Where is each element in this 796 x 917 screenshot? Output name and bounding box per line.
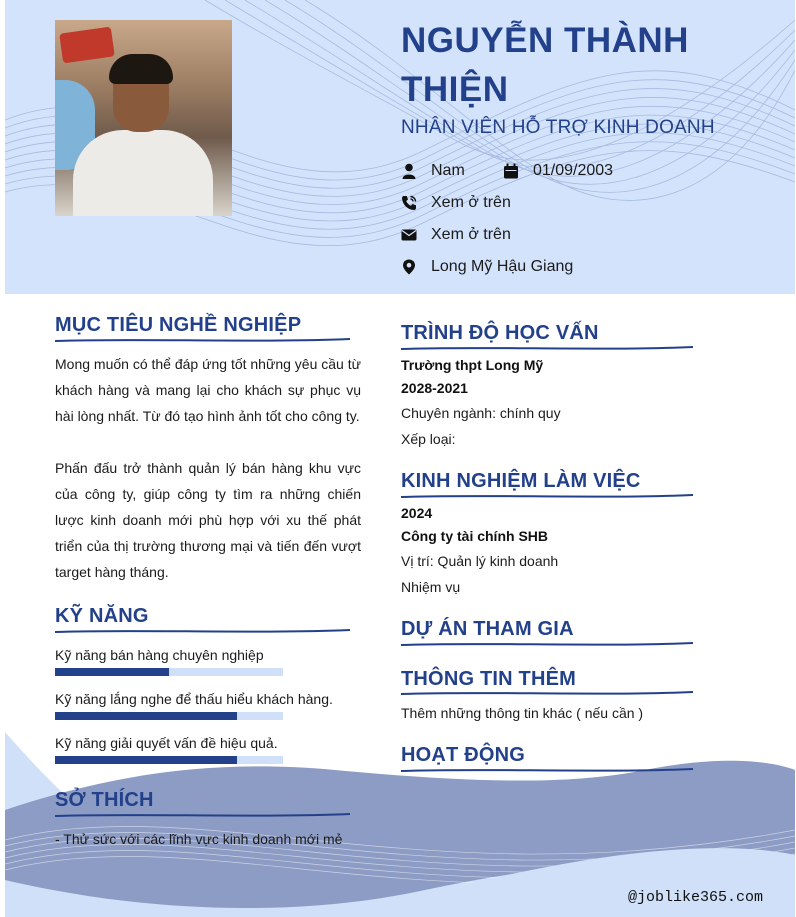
- job-position: NHÂN VIÊN HỖ TRỢ KINH DOANH: [401, 117, 715, 138]
- full-name-line2: THIỆN: [401, 70, 509, 109]
- objective-underline: [55, 337, 350, 343]
- experience-underline: [401, 493, 693, 499]
- hobbies-underline: [55, 812, 350, 818]
- address-value: Long Mỹ Hậu Giang: [431, 258, 574, 275]
- skill-label-2: Kỹ năng lắng nghe để thấu hiểu khách hàng.: [55, 691, 333, 707]
- phone-icon: [401, 195, 417, 211]
- education-major: Chuyên ngành: chính quy: [401, 405, 561, 421]
- experience-year: 2024: [401, 505, 433, 521]
- more-info-text: Thêm những thông tin khác ( nếu cần ): [401, 705, 644, 721]
- cv-page: [5, 0, 795, 917]
- gender-value: Nam: [431, 162, 465, 179]
- objective-paragraph-1: Mong muốn có thể đáp ứng tốt những yêu cầu từ khách hàng và mang lại cho khách sự phục vụ hài lòng nhất. Từ đó tạo hình ảnh tốt cho công ty.: [55, 356, 361, 424]
- dob-row: [503, 162, 613, 180]
- skill-bar-fill-1: [55, 668, 169, 676]
- education-school: Trường thpt Long Mỹ: [401, 357, 544, 373]
- hobbies-text: - Thử sức với các lĩnh vực kinh doanh mới mẻ: [55, 831, 343, 847]
- full-name-line1: NGUYỄN THÀNH: [401, 21, 689, 60]
- phone-value: Xem ở trên: [431, 194, 511, 211]
- envelope-icon: [401, 227, 417, 243]
- experience-duties: Nhiệm vụ: [401, 579, 461, 595]
- objective-title: MỤC TIÊU NGHỀ NGHIỆP: [55, 314, 302, 336]
- user-icon: [401, 163, 417, 179]
- education-rank: Xếp loại:: [401, 431, 456, 447]
- skills-title: KỸ NĂNG: [55, 605, 149, 627]
- dob-value: 01/09/2003: [533, 162, 614, 179]
- projects-underline: [401, 641, 693, 647]
- skills-underline: [55, 628, 350, 634]
- education-period: 2028-2021: [401, 380, 468, 396]
- more-info-underline: [401, 690, 693, 696]
- skill-bar-1: [55, 668, 283, 676]
- email-row: [401, 226, 511, 244]
- header: [5, 0, 795, 294]
- gender-row: [401, 162, 465, 180]
- skill-bar-3: [55, 756, 283, 764]
- education-title: TRÌNH ĐỘ HỌC VẤN: [401, 322, 599, 344]
- full-name: [401, 16, 761, 114]
- brand-watermark: @joblike365.com: [627, 889, 763, 906]
- skill-bar-fill-3: [55, 756, 237, 764]
- experience-role: Vị trí: Quản lý kinh doanh: [401, 553, 559, 569]
- more-info-title: THÔNG TIN THÊM: [401, 668, 577, 690]
- experience-title: KINH NGHIỆM LÀM VIỆC: [401, 470, 641, 492]
- skill-bar-fill-2: [55, 712, 237, 720]
- education-underline: [401, 345, 693, 351]
- phone-row: [401, 194, 511, 212]
- skill-label-3: Kỹ năng giải quyết vấn đề hiệu quả.: [55, 735, 278, 751]
- map-pin-icon: [401, 259, 417, 275]
- skill-label-1: Kỹ năng bán hàng chuyên nghiệp: [55, 647, 264, 663]
- experience-company: Công ty tài chính SHB: [401, 528, 548, 544]
- projects-title: DỰ ÁN THAM GIA: [401, 618, 574, 640]
- profile-photo: [55, 20, 232, 216]
- hobbies-title: SỞ THÍCH: [55, 789, 154, 811]
- activities-title: HOẠT ĐỘNG: [401, 744, 526, 766]
- activities-underline: [401, 767, 693, 773]
- address-row: [401, 258, 573, 276]
- email-value: Xem ở trên: [431, 226, 511, 243]
- skill-bar-2: [55, 712, 283, 720]
- calendar-icon: [503, 163, 519, 179]
- objective-paragraph-2: Phấn đấu trở thành quản lý bán hàng khu vực của công ty, giúp công ty tìm ra những chiến lược kinh doanh mới phù hợp với xu thế phát triển của thị trường thương mại và tiến đến vượt target hàng tháng.: [55, 460, 361, 580]
